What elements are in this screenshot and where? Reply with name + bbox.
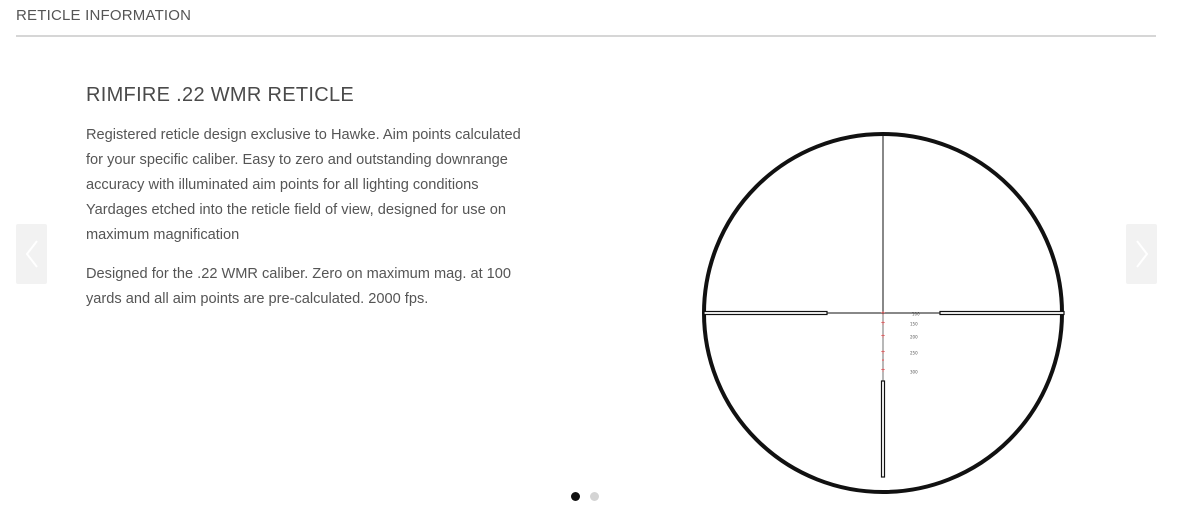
carousel-next-button[interactable]: [1126, 224, 1157, 284]
carousel-dot-1[interactable]: [571, 492, 580, 501]
reticle-svg: [700, 130, 1068, 498]
aim-points: [880, 310, 920, 375]
chevron-right-icon: [1135, 239, 1149, 269]
aim-point-1: +: [880, 310, 886, 317]
yardage-label: 100: [912, 311, 920, 317]
section-title: RETICLE INFORMATION: [16, 7, 192, 24]
reticle-diagram: [700, 130, 1068, 498]
description-paragraph-1: Registered reticle design exclusive to Hawke. Aim points calculated for your specific caliber. Easy to zero and outstanding downrange accuracy with illuminated aim points for all lighting conditions Yardages etched into the reticle field of view, designed for use on maximum magnification: [86, 127, 521, 243]
section-header: [16, 0, 1156, 37]
aim-point-4: +: [880, 349, 886, 356]
reticle-title: RIMFIRE .22 WMR RETICLE: [86, 84, 355, 106]
aim-point-3: +: [880, 333, 886, 340]
carousel-dots: [571, 492, 599, 501]
aim-point-5: +: [880, 367, 886, 374]
right-post: [940, 312, 1064, 315]
description-paragraph-2: Designed for the .22 WMR caliber. Zero on maximum mag. at 100 yards and all aim points are pre-calculated. 2000 fps.: [86, 266, 512, 307]
chevron-left-icon: [25, 239, 39, 269]
left-post: [704, 312, 827, 315]
carousel-prev-button[interactable]: [16, 224, 47, 284]
carousel-dot-2[interactable]: [590, 492, 599, 501]
bottom-post: [882, 381, 885, 477]
yardage-label: 200: [910, 334, 918, 340]
yardage-label: 300: [910, 369, 918, 375]
yardage-label: 150: [910, 321, 918, 327]
yardage-label: 250: [910, 350, 918, 356]
aim-point-2: +: [880, 320, 886, 327]
aim-point-dot: [882, 359, 884, 361]
reticle-description: [86, 84, 526, 326]
